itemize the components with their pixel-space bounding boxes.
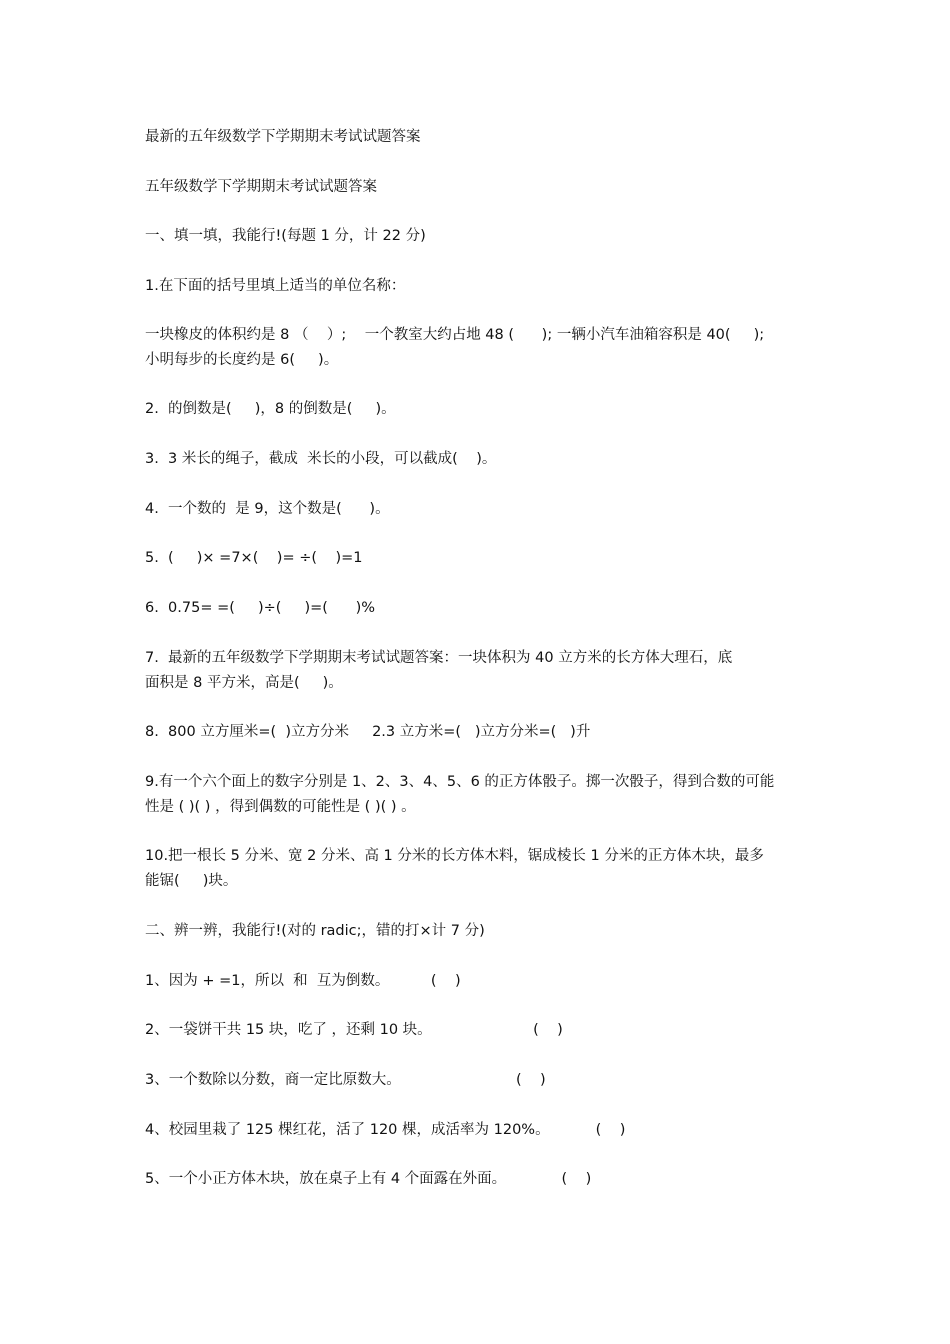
question-7-line-2: 面积是 8 平方米，高是( )。 (145, 675, 343, 691)
document-title: 最新的五年级数学下学期期末考试试题答案 (145, 129, 421, 145)
question-5: 5. ( )× =7×( )= ÷( )=1 (145, 550, 363, 566)
section1-heading: 一、填一填，我能行!(每题 1 分，计 22 分) (145, 228, 426, 244)
judgment-1: 1、因为 + =1，所以 和 互为倒数。 ( ) (145, 973, 461, 989)
question-2: 2. 的倒数是( )，8 的倒数是( )。 (145, 401, 396, 417)
judgment-5: 5、一个小正方体木块，放在桌子上有 4 个面露在外面。 ( ) (145, 1171, 592, 1187)
question-7-line-1: 7. 最新的五年级数学下学期期末考试试题答案：一块体积为 40 立方米的长方体大理石，底 (145, 650, 733, 666)
question-9-line-1: 9.有一个六个面上的数字分别是 1、2、3、4、5、6 的正方体骰子。掷一次骰子，得到合数的可能 (145, 774, 775, 790)
section2-heading: 二、辨一辨，我能行!(对的 radic;，错的打×计 7 分) (145, 923, 485, 939)
question-1-line-1: 一块橡皮的体积约是 8 （ ）; 一个教室大约占地 48 ( ); 一辆小汽车油箱容积是 40( ); (145, 327, 765, 343)
question-1-intro: 1.在下面的括号里填上适当的单位名称： (145, 278, 406, 294)
question-4: 4. 一个数的 是 9，这个数是( )。 (145, 501, 390, 517)
question-1-line-2: 小明每步的长度约是 6( )。 (145, 352, 339, 368)
question-3: 3. 3 米长的绳子，截成 米长的小段，可以截成( )。 (145, 451, 497, 467)
question-10-line-2: 能锯( )块。 (145, 873, 238, 889)
question-9-line-2: 性是 ( )( ) ，得到偶数的可能性是 ( )( ) 。 (145, 799, 416, 815)
question-10-line-1: 10.把一根长 5 分米、宽 2 分米、高 1 分米的长方体木料，锯成棱长 1 分米的正方体木块，最多 (145, 848, 764, 864)
question-8: 8. 800 立方厘米=( )立方分米 2.3 立方米=( )立方分米=( )升 (145, 724, 591, 740)
judgment-3: 3、一个数除以分数，商一定比原数大。 ( ) (145, 1072, 546, 1088)
judgment-4: 4、校园里栽了 125 棵红花，活了 120 棵，成活率为 120%。 ( ) (145, 1122, 626, 1138)
question-6: 6. 0.75= =( )÷( )=( )% (145, 600, 376, 616)
document-subtitle: 五年级数学下学期期末考试试题答案 (145, 179, 377, 195)
judgment-2: 2、一袋饼干共 15 块，吃了 ，还剩 10 块。 ( ) (145, 1022, 563, 1038)
